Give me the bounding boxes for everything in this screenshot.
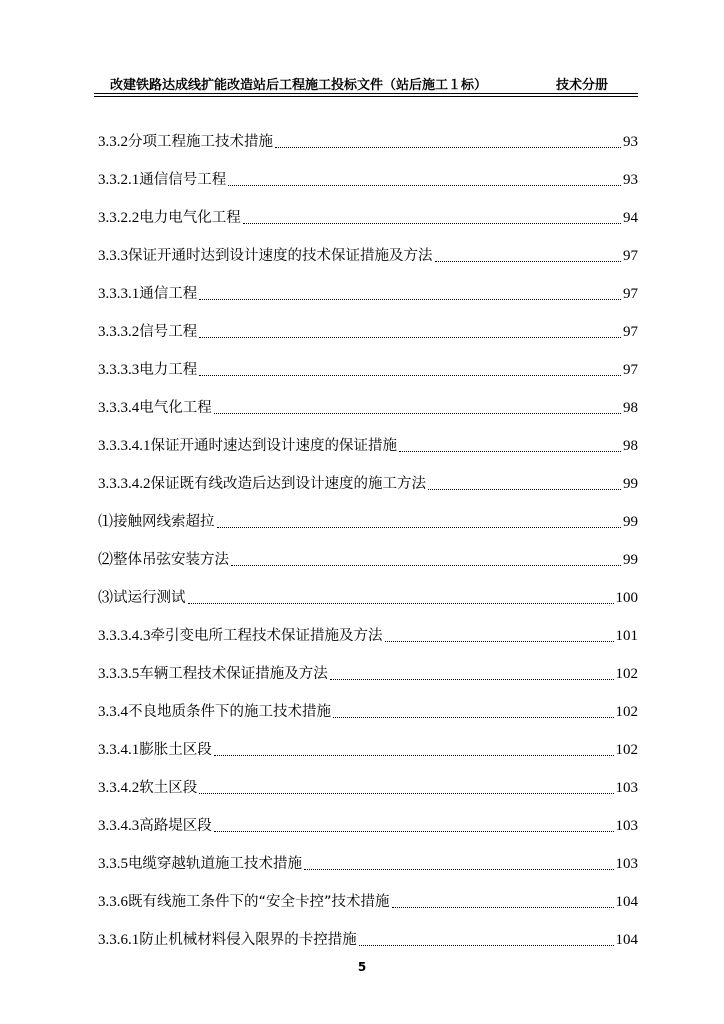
toc-entry-title: 膨胀土区段	[139, 742, 212, 758]
page-header	[94, 70, 638, 92]
toc-entry	[98, 342, 638, 380]
toc-entry-number: 3.3.2.2	[98, 210, 140, 226]
toc-entry-title: 试运行测试	[113, 590, 186, 606]
toc-entry	[98, 532, 638, 570]
toc-dot-leader	[243, 223, 621, 224]
toc-entry-page: 97	[623, 324, 638, 340]
toc-entry-number: 3.3.3	[98, 248, 128, 264]
toc-dot-leader	[199, 375, 621, 376]
toc-entry-title: 既有线施工条件下的“安全卡控”技术措施	[128, 894, 390, 910]
toc-entry-number: 3.3.3.4.2	[98, 476, 151, 492]
toc-entry-page: 99	[623, 552, 638, 568]
toc-entry	[98, 760, 638, 798]
toc-entry-title: 电气化工程	[139, 400, 212, 416]
toc-entry	[98, 912, 638, 950]
toc-entry-title: 软土区段	[139, 780, 198, 796]
toc-entry	[98, 152, 638, 190]
toc-dot-leader	[304, 869, 614, 870]
toc-entry-title: 电缆穿越轨道施工技术措施	[128, 856, 302, 872]
toc-entry-number: 3.3.3.5	[98, 666, 140, 682]
toc-entry-number: 3.3.5	[98, 856, 128, 872]
toc-entry-number: 3.3.3.4	[98, 400, 140, 416]
toc-entry	[98, 456, 638, 494]
toc-entry-number: 3.3.3.3	[98, 362, 140, 378]
toc-entry-title: 不良地质条件下的施工技术措施	[128, 704, 331, 720]
toc-entry-number: 3.3.3.4.1	[98, 438, 151, 454]
toc-entry-page: 100	[615, 590, 638, 606]
toc-entry-page: 99	[623, 476, 638, 492]
toc-entry	[98, 114, 638, 152]
toc-dot-leader	[330, 679, 614, 680]
toc-entry-number: 3.3.2.1	[98, 172, 140, 188]
toc-entry-page: 97	[623, 286, 638, 302]
toc-entry-page: 94	[623, 210, 638, 226]
toc-entry-page: 103	[615, 780, 638, 796]
toc-entry-title: 电力电气化工程	[139, 210, 241, 226]
toc-dot-leader	[275, 147, 621, 148]
toc-dot-leader	[214, 831, 614, 832]
document-title: 改建铁路达成线扩能改造站后工程施工投标文件（站后施工１标）	[110, 78, 488, 93]
toc-entry-number: ⑴	[98, 514, 114, 530]
toc-entry-page: 98	[623, 438, 638, 454]
toc-entry-page: 93	[623, 134, 638, 150]
toc-dot-leader	[333, 717, 614, 718]
toc-entry	[98, 570, 638, 608]
toc-entry-number: 3.3.4	[98, 704, 128, 720]
toc-entry	[98, 722, 638, 760]
toc-entry-number: 3.3.3.2	[98, 324, 140, 340]
toc-entry-title: 车辆工程技术保证措施及方法	[139, 666, 328, 682]
toc-entry-page: 104	[615, 894, 638, 910]
toc-entry-page: 93	[623, 172, 638, 188]
toc-entry	[98, 190, 638, 228]
toc-entry-title: 保证开通时速达到设计速度的保证措施	[150, 438, 397, 454]
header-rule-thin	[94, 96, 638, 97]
toc-entry-title: 高路堤区段	[139, 818, 212, 834]
toc-entry-number: ⑶	[98, 590, 114, 606]
document-section: 技术分册	[555, 78, 608, 93]
toc-entry	[98, 646, 638, 684]
toc-entry-title: 通信信号工程	[139, 172, 227, 188]
toc-entry	[98, 418, 638, 456]
toc-dot-leader	[399, 451, 621, 452]
toc-dot-leader	[217, 527, 621, 528]
toc-dot-leader	[199, 299, 621, 300]
toc-entry-number: ⑵	[98, 552, 114, 568]
toc-entry	[98, 266, 638, 304]
toc-entry	[98, 798, 638, 836]
toc-entry-title: 整体吊弦安装方法	[113, 552, 230, 568]
toc-entry-number: 3.3.4.2	[98, 780, 140, 796]
toc-entry-number: 3.3.6	[98, 894, 128, 910]
toc-entry-title: 接触网线索超拉	[113, 514, 215, 530]
toc-entry-page: 97	[623, 248, 638, 264]
toc-dot-leader	[428, 489, 621, 490]
toc-entry-number: 3.3.3.1	[98, 286, 140, 302]
toc-dot-leader	[228, 185, 621, 186]
table-of-contents	[98, 114, 638, 950]
toc-dot-leader	[359, 945, 614, 946]
toc-entry-title: 防止机械材料侵入限界的卡控措施	[139, 932, 357, 948]
header-rule	[94, 93, 638, 94]
toc-dot-leader	[231, 565, 621, 566]
toc-dot-leader	[385, 641, 614, 642]
toc-dot-leader	[188, 603, 614, 604]
toc-entry-title: 电力工程	[139, 362, 198, 378]
toc-entry-page: 97	[623, 362, 638, 378]
toc-entry-number: 3.3.4.1	[98, 742, 140, 758]
toc-dot-leader	[392, 907, 614, 908]
toc-entry-number: 3.3.4.3	[98, 818, 140, 834]
toc-dot-leader	[199, 337, 621, 338]
toc-entry-page: 99	[623, 514, 638, 530]
toc-dot-leader	[214, 413, 621, 414]
toc-entry	[98, 304, 638, 342]
toc-entry	[98, 228, 638, 266]
toc-entry	[98, 608, 638, 646]
toc-entry-page: 102	[615, 742, 638, 758]
toc-entry-page: 102	[615, 666, 638, 682]
toc-entry-title: 保证既有线改造后达到设计速度的施工方法	[150, 476, 426, 492]
toc-entry-title: 通信工程	[139, 286, 198, 302]
toc-entry-number: 3.3.6.1	[98, 932, 140, 948]
toc-entry	[98, 836, 638, 874]
toc-entry-page: 98	[623, 400, 638, 416]
page-number: 5	[357, 960, 367, 974]
toc-dot-leader	[435, 261, 622, 262]
toc-entry-title: 分项工程施工技术措施	[128, 134, 273, 150]
toc-entry-number: 3.3.2	[98, 134, 128, 150]
toc-entry	[98, 684, 638, 722]
toc-entry	[98, 494, 638, 532]
toc-entry-page: 101	[615, 628, 638, 644]
toc-entry-number: 3.3.3.4.3	[98, 628, 151, 644]
toc-entry-page: 103	[615, 856, 638, 872]
toc-entry-page: 103	[615, 818, 638, 834]
toc-entry	[98, 874, 638, 912]
toc-entry-page: 102	[615, 704, 638, 720]
toc-entry	[98, 380, 638, 418]
toc-entry-title: 牵引变电所工程技术保证措施及方法	[150, 628, 383, 644]
toc-entry-page: 104	[615, 932, 638, 948]
toc-entry-title: 保证开通时达到设计速度的技术保证措施及方法	[128, 248, 433, 264]
toc-entry-title: 信号工程	[139, 324, 198, 340]
toc-dot-leader	[199, 793, 613, 794]
toc-dot-leader	[214, 755, 614, 756]
